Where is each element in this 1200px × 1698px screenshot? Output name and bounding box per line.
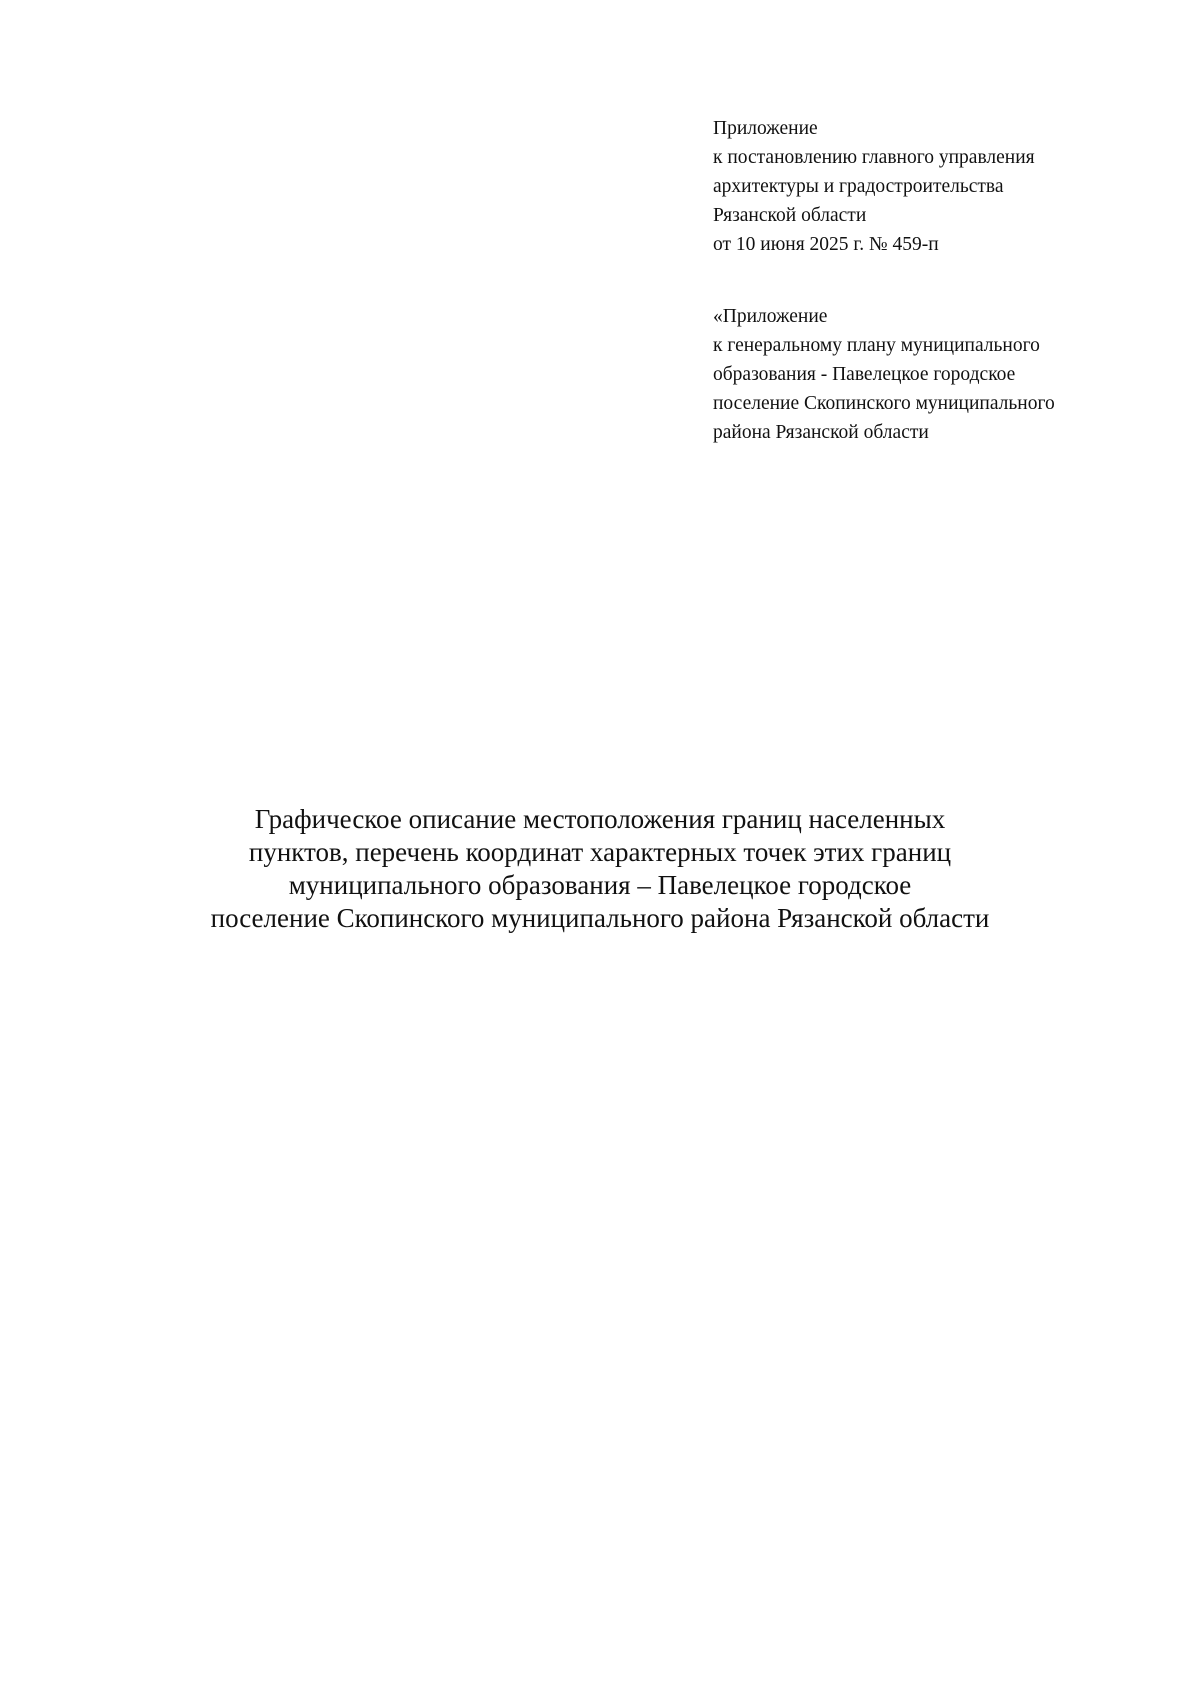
title-line-2: пунктов, перечень координат характерных точек этих границ [248,837,952,867]
title-line-1: Графическое описание местоположения границ населенных [254,804,946,834]
general-plan-appendix-header [713,302,1153,447]
document-title [160,803,1040,935]
general-plan-line-3: поселение Скопинского муниципального [713,393,1055,414]
title-line-3: муниципального образования – Павелецкое городское [288,870,912,900]
appendix-date-number-line: от 10 июня 2025 г. № 459-п [713,234,939,255]
general-plan-line-2: образования - Павелецкое городское [713,364,1016,385]
appendix-label: Приложение [713,118,818,139]
appendix-resolution-line: к постановлению главного управления [713,147,1035,168]
general-plan-appendix-label: «Приложение [713,306,828,327]
title-line-4: поселение Скопинского муниципального района Рязанской области [210,903,990,933]
general-plan-line-4: района Рязанской области [713,422,929,443]
appendix-region-line: Рязанской области [713,205,867,226]
resolution-appendix-header [713,114,1153,259]
general-plan-line-1: к генеральному плану муниципального [713,335,1040,356]
appendix-department-line: архитектуры и градостроительства [713,176,1004,197]
